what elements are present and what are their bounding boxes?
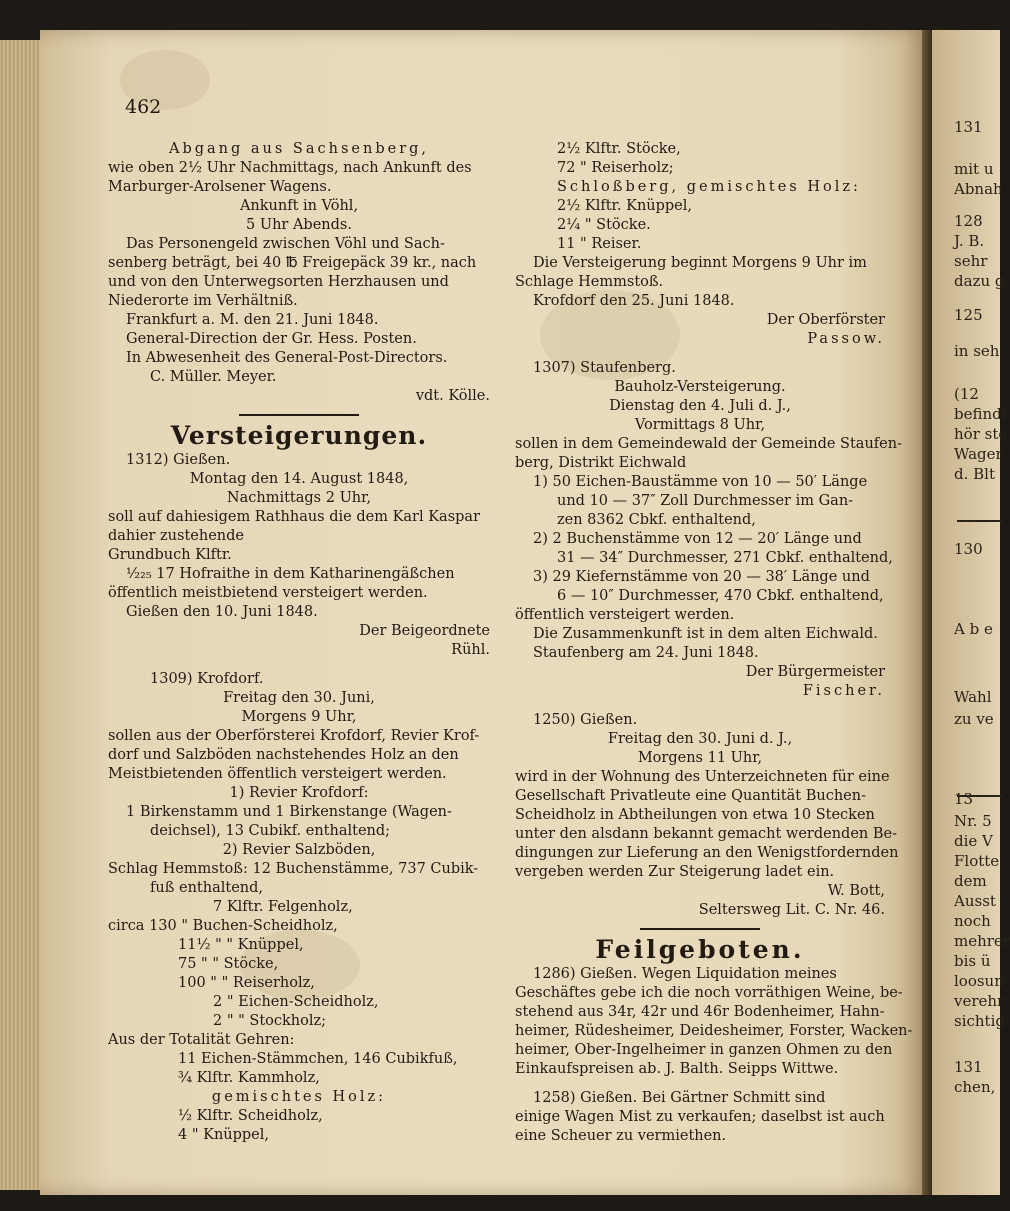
text-line: Der Beigeordnete — [359, 623, 490, 639]
text-line: Passow. — [807, 331, 885, 347]
text-line: Die Zusammenkunft ist in dem alten Eichwald. — [533, 626, 878, 642]
text-line: heimer, Ober-Ingelheimer in ganzen Ohmen zu den — [515, 1042, 893, 1058]
text-line: 4 " Knüppel, — [178, 1127, 270, 1143]
text-line: dahier zustehende — [108, 528, 244, 544]
text-line: Grundbuch Klftr. — [108, 547, 232, 563]
text-line: Ankunft in Vöhl, — [239, 198, 359, 214]
right-page-text-fragment: mit u — [954, 160, 994, 178]
text-line: ¹⁄₂₂₅ 17 Hofraithe in dem Katharinengäßchen — [126, 566, 455, 582]
right-page-text-fragment: 125 — [954, 306, 983, 324]
text-line: Gesellschaft Privatleute eine Quantität Buchen- — [515, 788, 866, 804]
text-line: Rühl. — [451, 642, 490, 658]
text-line: 2¼ " Stöcke. — [557, 217, 651, 233]
text-line: und von den Unterwegsorten Herzhausen und — [108, 274, 449, 290]
text-line: 2) Revier Salzböden, — [222, 842, 376, 858]
text-line: stehend aus 34r, 42r und 46r Bodenheimer, Hahn- — [515, 1004, 885, 1020]
text-line: Staufenberg am 24. Juni 1848. — [533, 645, 759, 661]
text-line: Freitag den 30. Juni, — [223, 690, 375, 706]
text-line: Dienstag den 4. Juli d. J., — [609, 398, 791, 414]
text-line: 3) 29 Kiefernstämme von 20 — 38′ Länge und — [533, 569, 870, 585]
text-line: Fischer. — [802, 683, 885, 699]
right-page-text-fragment: A b e — [954, 620, 993, 638]
right-page-text-fragment: 131 — [954, 1058, 983, 1076]
text-line: 1) Revier Krofdorf: — [229, 785, 369, 801]
text-line: Montag den 14. August 1848, — [189, 471, 409, 487]
right-page-text-fragment: Wahl — [954, 688, 992, 706]
text-line: Krofdorf den 25. Juni 1848. — [533, 293, 735, 309]
text-line: 6 — 10″ Durchmesser, 470 Cbkf. enthaltend, — [557, 588, 884, 604]
text-line: C. Müller. Meyer. — [150, 369, 277, 385]
text-line: Frankfurt a. M. den 21. Juni 1848. — [126, 312, 379, 328]
right-page-text-fragment: zu ve — [954, 710, 994, 728]
text-line: W. Bott, — [827, 883, 885, 899]
text-line: Vormittags 8 Uhr, — [634, 417, 766, 433]
right-page-text-fragment: Ausst — [954, 892, 996, 910]
text-line: 1286) Gießen. Wegen Liquidation meines — [533, 966, 837, 982]
text-line: 1312) Gießen. — [126, 452, 231, 468]
text-line: Meistbietenden öffentlich versteigert werden. — [108, 766, 447, 782]
text-line: ½ Klftr. Scheidholz, — [178, 1108, 323, 1124]
right-page-text-fragment: 128 — [954, 212, 983, 230]
right-page-text-fragment: sehr — [954, 252, 988, 270]
text-line: Geschäftes gebe ich die noch vorräthigen Weine, be- — [515, 985, 903, 1001]
text-line: einige Wagen Mist zu verkaufen; daselbst ist auch — [515, 1109, 885, 1125]
text-line: fuß enthaltend, — [150, 880, 264, 896]
text-line: 1250) Gießen. — [533, 712, 638, 728]
text-line: 1307) Staufenberg. — [533, 360, 676, 376]
text-line: Die Versteigerung beginnt Morgens 9 Uhr im — [533, 255, 867, 271]
text-line: 31 — 34″ Durchmesser, 271 Cbkf. enthaltend, — [557, 550, 893, 566]
right-page-text-fragment: in seh — [954, 342, 1000, 360]
text-line: Gießen den 10. Juni 1848. — [126, 604, 318, 620]
text-line: 72 " Reiserholz; — [557, 160, 674, 176]
text-line: 2 " " Stockholz; — [213, 1013, 327, 1029]
text-line: unter den alsdann bekannt gemacht werdenden Be- — [515, 826, 898, 842]
text-line: soll auf dahiesigem Rathhaus die dem Karl Kaspar — [108, 509, 480, 525]
right-page-text-fragment: hör ste — [954, 425, 1008, 443]
text-line: 2 " Eichen-Scheidholz, — [213, 994, 379, 1010]
text-line: circa 130 " Buchen-Scheidholz, — [108, 918, 338, 934]
right-text-column — [515, 140, 913, 1146]
paragraph-gap — [108, 660, 490, 670]
right-page-text-fragment: dazu g — [954, 272, 1005, 290]
text-line: 1) 50 Eichen-Baustämme von 10 — 50′ Länge — [533, 474, 868, 490]
text-line: 1258) Gießen. Bei Gärtner Schmitt sind — [533, 1090, 826, 1106]
text-line: Der Oberförster — [766, 312, 885, 328]
text-line: General-Direction der Gr. Hess. Posten. — [126, 331, 417, 347]
section-divider — [239, 414, 359, 416]
text-line: In Abwesenheit des General-Post-Directors. — [126, 350, 448, 366]
text-line: 7 Klftr. Felgenholz, — [213, 899, 353, 915]
text-line: 2½ Klftr. Stöcke, — [557, 141, 681, 157]
text-line: Freitag den 30. Juni d. J., — [607, 731, 793, 747]
text-line: 11 " Reiser. — [557, 236, 642, 252]
text-line: ¾ Klftr. Kammholz, — [178, 1070, 320, 1086]
text-line: 2) 2 Buchenstämme von 12 — 20′ Länge und — [533, 531, 862, 547]
right-page-text-fragment: mehrer — [954, 932, 1010, 950]
text-line: berg, Distrikt Eichwald — [515, 455, 687, 471]
text-line: 5 Uhr Abends. — [246, 217, 352, 233]
paragraph-gap — [515, 701, 885, 711]
right-page-text-fragment: Abnah — [954, 180, 1003, 198]
right-page-text-fragment: Wagen — [954, 445, 1006, 463]
right-page-text-fragment: bis ü — [954, 952, 991, 970]
text-line: 100 " " Reiserholz, — [178, 975, 315, 991]
text-line: vergeben werden Zur Steigerung ladet ein. — [515, 864, 835, 880]
text-line: öffentlich meistbietend versteigert werden. — [108, 585, 428, 601]
right-page-text-fragment: noch — [954, 912, 991, 930]
text-line: eine Scheuer zu vermiethen. — [515, 1128, 727, 1144]
text-line: Abgang aus Sachsenberg, — [168, 141, 430, 157]
section-heading: Versteigerungen. — [170, 421, 428, 450]
text-line: Das Personengeld zwischen Vöhl und Sach- — [126, 236, 445, 252]
text-line: senberg beträgt, bei 40 ℔ Freigepäck 39 kr., nach — [108, 255, 477, 271]
right-page-text-fragment: 130 — [954, 540, 983, 558]
section-rule — [957, 520, 1002, 522]
text-line: 2½ Klftr. Knüppel, — [557, 198, 693, 214]
right-page-text-fragment: verehr — [954, 992, 1005, 1010]
text-line: dingungen zur Lieferung an den Wenigstfordernden — [515, 845, 899, 861]
text-line: sollen aus der Oberförsterei Krofdorf, Revier Krof- — [108, 728, 480, 744]
right-page-text-fragment: 13 — [954, 790, 974, 808]
right-page-text-fragment: dem — [954, 872, 987, 890]
text-line: Schloßberg, gemischtes Holz: — [557, 179, 861, 195]
text-line: öffentlich versteigert werden. — [515, 607, 735, 623]
text-line: gemischtes Holz: — [211, 1089, 387, 1105]
right-page-text-fragment: Flotte — [954, 852, 1000, 870]
text-line: 11 Eichen-Stämmchen, 146 Cubikfuß, — [178, 1051, 458, 1067]
right-page-text-fragment: befindl — [954, 405, 1007, 423]
left-text-column — [108, 140, 490, 1145]
right-page-text-fragment: 131 — [954, 118, 983, 136]
text-line: 1309) Krofdorf. — [150, 671, 264, 687]
page-number: 462 — [125, 96, 162, 118]
text-line: wird in der Wohnung des Unterzeichneten für eine — [515, 769, 890, 785]
text-line: Der Bürgermeister — [745, 664, 885, 680]
text-line: 75 " " Stöcke, — [178, 956, 279, 972]
text-line: dorf und Salzböden nachstehendes Holz an den — [108, 747, 459, 763]
text-line: 11½ " " Knüppel, — [178, 937, 304, 953]
right-page-text-fragment: sichtig — [954, 1012, 1005, 1030]
text-line: Schlag Hemmstoß: 12 Buchenstämme, 737 Cubik- — [108, 861, 479, 877]
right-page-text-fragment: loosun — [954, 972, 1004, 990]
right-page-text-fragment: die V — [954, 832, 993, 850]
text-line: Scheidholz in Abtheilungen von etwa 10 Stecken — [515, 807, 875, 823]
text-line: Morgens 9 Uhr, — [241, 709, 357, 725]
right-page — [932, 30, 1010, 1195]
text-line: Schlage Hemmstoß. — [515, 274, 664, 290]
right-page-text-fragment: chen, — [954, 1078, 996, 1096]
text-line: Niederorte im Verhältniß. — [108, 293, 298, 309]
text-line: sollen in dem Gemeindewald der Gemeinde Staufen- — [515, 436, 902, 452]
text-line: 1 Birkenstamm und 1 Birkenstange (Wagen- — [126, 804, 452, 820]
text-line: Aus der Totalität Gehren: — [108, 1032, 295, 1048]
text-line: Seltersweg Lit. C. Nr. 46. — [698, 902, 885, 918]
text-line: Nachmittags 2 Uhr, — [226, 490, 372, 506]
text-line: Morgens 11 Uhr, — [637, 750, 763, 766]
text-line: zen 8362 Cbkf. enthaltend, — [557, 512, 756, 528]
text-line: Einkaufspreisen ab. J. Balth. Seipps Wittwe. — [515, 1061, 839, 1077]
text-line: und 10 — 37″ Zoll Durchmesser im Gan- — [557, 493, 854, 509]
right-page-text-fragment: (12 — [954, 385, 979, 403]
right-page-text-fragment: Nr. 5 — [954, 812, 992, 830]
text-line: vdt. Kölle. — [415, 388, 490, 404]
text-line: heimer, Rüdesheimer, Deidesheimer, Forster, Wacken- — [515, 1023, 913, 1039]
right-page-text-fragment: J. B. — [954, 232, 985, 250]
paragraph-gap — [515, 349, 885, 359]
right-page-text-fragment: d. Blt — [954, 465, 995, 483]
section-heading: Feilgeboten. — [595, 935, 805, 964]
section-divider — [640, 928, 760, 930]
text-line: wie oben 2½ Uhr Nachmittags, nach Ankunft des — [108, 160, 472, 176]
text-line: Marburger-Arolsener Wagens. — [108, 179, 332, 195]
text-line: Bauholz-Versteigerung. — [614, 379, 786, 395]
paragraph-gap — [515, 1079, 885, 1089]
text-line: deichsel), 13 Cubikf. enthaltend; — [150, 823, 391, 839]
